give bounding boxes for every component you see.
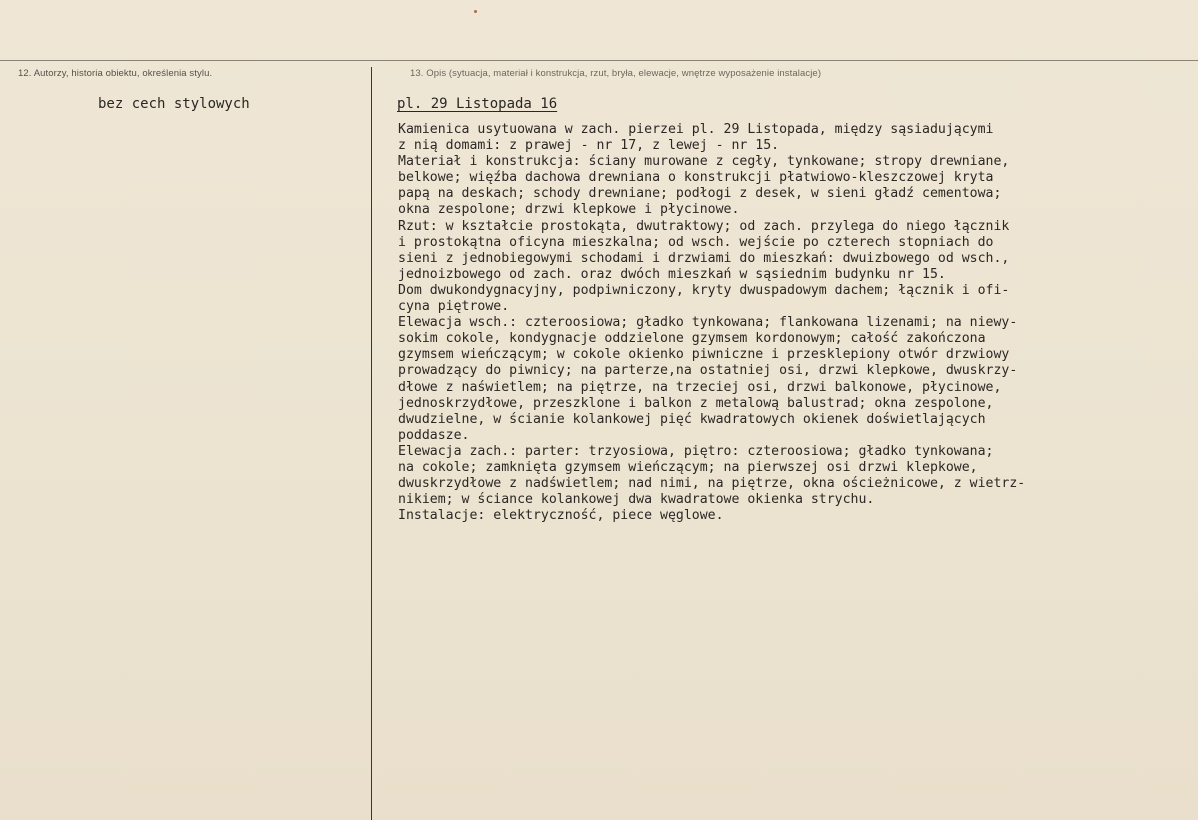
- description-line: Rzut: w kształcie prostokąta, dwutraktowy; od zach. przylega do niego łącznik: [398, 218, 1010, 234]
- paper-speck: [474, 10, 477, 13]
- description-line: prowadzący do piwnicy; na parterze,na ostatniej osi, drzwi klepkowe, dwuskrzy-: [398, 363, 1018, 379]
- description-line: Instalacje: elektryczność, piece węglowe.: [398, 508, 724, 524]
- description-line: i prostokątna oficyna mieszkalna; od wsch. wejście po czterech stopniach do: [398, 234, 994, 250]
- description-line: z nią domami: z prawej - nr 17, z lewej - nr 15.: [398, 138, 780, 154]
- description-line: belkowe; więźba dachowa drewniana o konstrukcji płatwiowo-kleszczowej kryta: [398, 170, 994, 186]
- description-line: Kamienica usytuowana w zach. pierzei pl. 29 Listopada, między sąsiadującymi: [398, 122, 994, 137]
- description-line: dłowe z naświetlem; na piętrze, na trzeciej osi, drzwi balkonowe, płycinowe,: [398, 379, 1002, 395]
- description-line: jednoizbowego od zach. oraz dwóch mieszkań w sąsiednim budynku nr 15.: [398, 266, 946, 282]
- show-through-marks: [70, 120, 84, 380]
- description-line: nikiem; w ściance kolankowej dwa kwadratowe okienka strychu.: [398, 492, 875, 508]
- description-line: papą na deskach; schody drewniane; podłogi z desek, w sieni gładź cementowa;: [398, 186, 1002, 202]
- description-line: jednoskrzydłowe, przeszklone i balkon z metalową balustrad; okna zespolone,: [398, 395, 994, 411]
- description-line: Elewacja zach.: parter: trzyosiowa, piętro: czteroosiowa; gładko tynkowana;: [398, 443, 994, 459]
- description-line: Materiał i konstrukcja: ściany murowane z cegły, tynkowane; stropy drewniane,: [398, 154, 1010, 170]
- section-12-header: 12. Autorzy, historia obiektu, określenia stylu.: [18, 68, 213, 79]
- description-line: Dom dwukondygnacyjny, podpiwniczony, kryty dwuspadowym dachem; łącznik i ofi-: [398, 282, 1010, 298]
- column-divider: [371, 67, 372, 820]
- description-line: dwudzielne, w ścianie kolankowej pięć kwadratowych okienek doświetlających: [398, 411, 986, 427]
- top-rule: [0, 60, 1198, 61]
- description-line: na cokole; zamknięta gzymsem wieńczącym; na pierwszej osi drzwi klepkowe,: [398, 459, 978, 475]
- description-line: dwuskrzydłowe z nadświetlem; nad nimi, na piętrze, okna ościeżnicowe, z wietrz-: [398, 476, 1026, 492]
- section-13-header: 13. Opis (sytuacja, materiał i konstrukcja, rzut, bryła, elewacje, wnętrze wyposażenie instalacje): [410, 68, 822, 79]
- description-line: sieni z jednobiegowymi schodami i drzwiami do mieszkań: dwuizbowego od wsch.,: [398, 250, 1010, 266]
- description-line: poddasze.: [398, 427, 470, 443]
- description-line: Elewacja wsch.: czteroosiowa; gładko tynkowana; flankowana lizenami; na niewy-: [398, 315, 1018, 331]
- description-line: cyna piętrowe.: [398, 299, 510, 315]
- address-heading: pl. 29 Listopada 16: [397, 96, 558, 112]
- description-line: okna zespolone; drzwi klepkowe i płycinowe.: [398, 202, 740, 218]
- description-text: [398, 122, 1188, 524]
- description-line: sokim cokole, kondygnacje oddzielone gzymsem kordonowym; całość zakończona: [398, 331, 986, 347]
- description-line: gzymsem wieńczącym; w cokole okienko piwniczne i przesklepiony otwór drzwiowy: [398, 347, 1010, 363]
- style-description: bez cech stylowych: [98, 96, 250, 112]
